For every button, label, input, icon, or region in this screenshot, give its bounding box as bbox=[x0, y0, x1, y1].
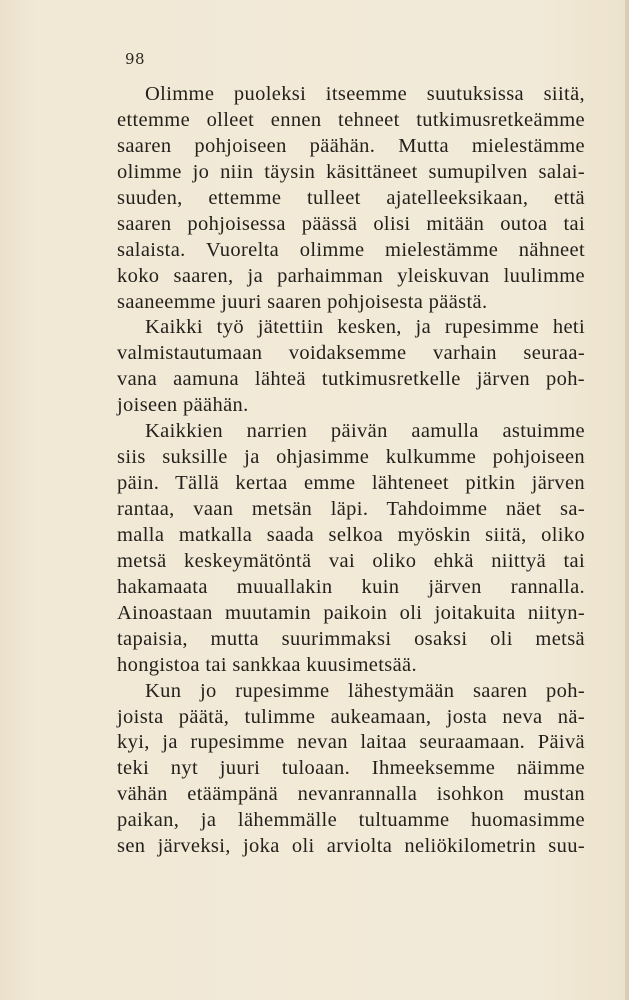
text-line: saaren pohjoisessa päässä olisi mitään outoa tai bbox=[117, 212, 585, 235]
text-line: kyi, ja rupesimme nevan laitaa seuraamaan. Päivä bbox=[117, 731, 585, 754]
text-line: sen järveksi, joka oli arviolta neliökilometrin suu- bbox=[117, 835, 585, 858]
text-line: joiseen päähän. bbox=[117, 394, 249, 417]
text-line: suuden, ettemme tulleet ajatelleeksikaan, että bbox=[117, 186, 585, 209]
text-line: Olimme puoleksi itseemme suutuksissa siitä, bbox=[145, 83, 585, 105]
text-line: Kaikki työ jätettiin kesken, ja rupesimme heti bbox=[145, 316, 585, 339]
text-line: saaneemme juuri saaren pohjoisesta päästä. bbox=[117, 290, 488, 313]
text-line: paikan, ja lähemmälle tultuamme huomasimme bbox=[117, 809, 585, 832]
text-line: Kaikkien narrien päivän aamulla astuimme bbox=[145, 420, 585, 443]
body-text bbox=[117, 82, 585, 860]
text-line: tapaisia, mutta suurimmaksi osaksi oli metsä bbox=[117, 627, 585, 650]
text-line: rantaa, vaan metsän läpi. Tahdoimme näet sa- bbox=[117, 498, 585, 520]
text-line: hakamaata muuallakin kuin järven rannalla. bbox=[117, 575, 585, 598]
text-line: vähän etäämpänä nevanrannalla isohkon mustan bbox=[117, 783, 585, 806]
text-line: Kun jo rupesimme lähestymään saaren poh- bbox=[145, 679, 585, 702]
text-line: salaista. Vuorelta olimme mielestämme nähneet bbox=[117, 238, 585, 261]
text-line: vana aamuna lähteä tutkimusretkelle järven poh- bbox=[117, 368, 585, 391]
text-line: saaren pohjoiseen päähän. Mutta mielestämme bbox=[117, 134, 585, 157]
page-number: 98 bbox=[125, 50, 146, 68]
text-line: valmistautumaan voidaksemme varhain seuraa- bbox=[117, 342, 585, 365]
text-line: joista päätä, tulimme aukeamaan, josta neva nä- bbox=[117, 705, 585, 728]
page-edge bbox=[625, 0, 629, 1000]
text-line: malla matkalla saada selkoa myöskin siitä, oliko bbox=[117, 523, 585, 546]
text-line: siis suksille ja ohjasimme kulkumme pohjoiseen bbox=[117, 446, 585, 469]
text-line: Ainoastaan muutamin paikoin oli joitakuita niityn- bbox=[117, 601, 585, 624]
text-line: ettemme olleet ennen tehneet tutkimusretkeämme bbox=[117, 108, 585, 131]
text-line: hongistoa tai sankkaa kuusimetsää. bbox=[117, 653, 417, 676]
text-line: metsä keskeymätöntä vai oliko ehkä niittyä tai bbox=[117, 549, 585, 572]
text-line: koko saaren, ja parhaimman yleiskuvan luulimme bbox=[117, 264, 585, 287]
text-line: olimme jo niin täysin käsittäneet sumupilven salai- bbox=[117, 160, 585, 183]
text-line: päin. Tällä kertaa emme lähteneet pitkin järven bbox=[117, 472, 585, 495]
text-line: teki nyt juuri tuloaan. Ihmeeksemme näimme bbox=[117, 757, 585, 780]
